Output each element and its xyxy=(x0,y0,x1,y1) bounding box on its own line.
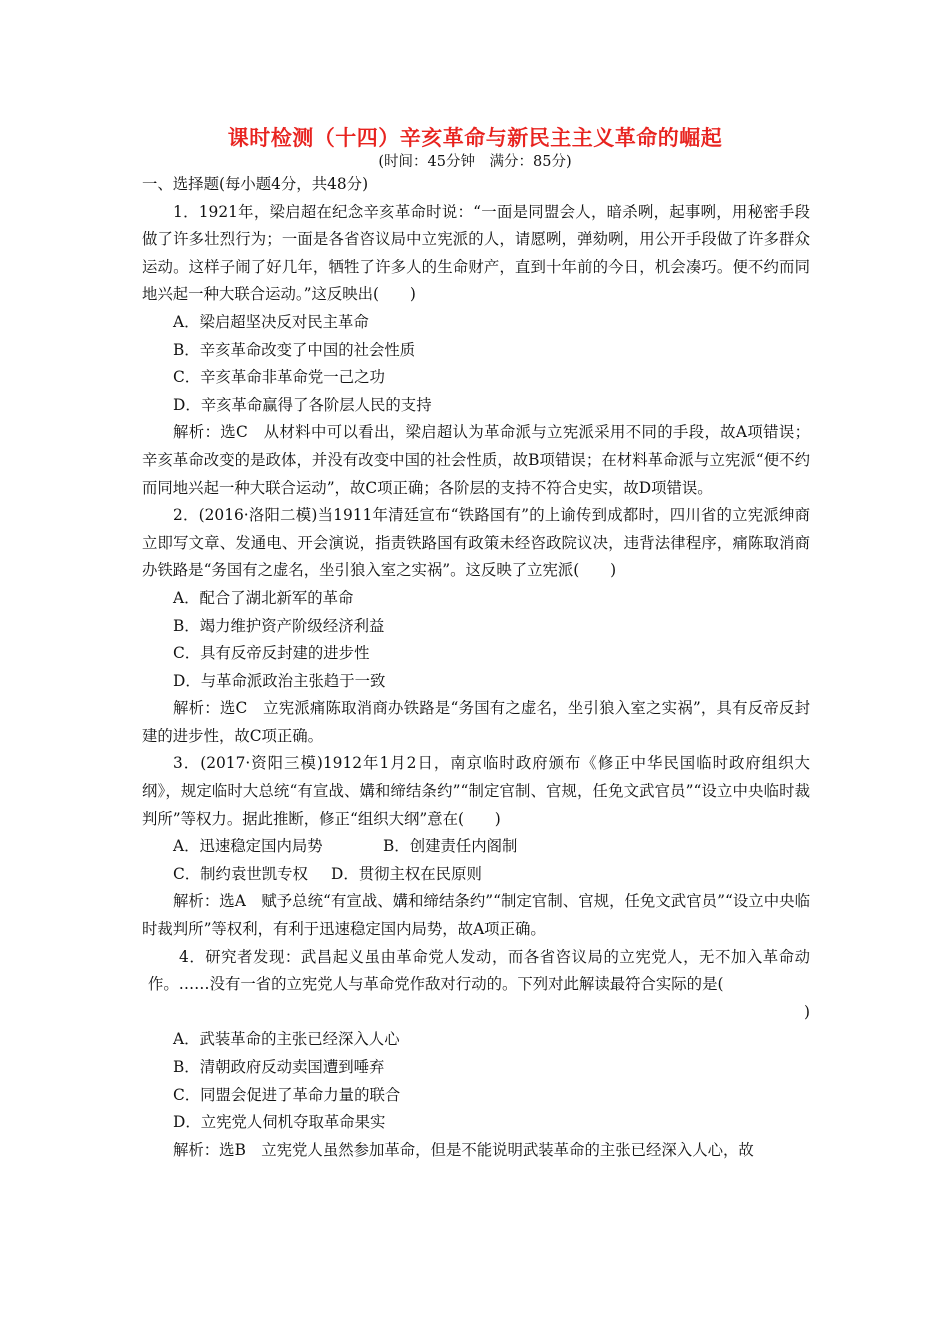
option-1b: B．辛亥革命改变了中国的社会性质 xyxy=(173,340,416,359)
option-4d: D．立宪党人伺机夺取革命果实 xyxy=(173,1113,386,1132)
option-row-3ab xyxy=(142,833,810,861)
analysis-1: 解析：选C 从材料中可以看出，梁启超认为革命派与立宪派采用不同的手段，故A项错误；辛亥革命改变的是政体，并没有改变中国的社会性质，故B项错误；在材料革命派与立宪派“便不约而同地兴起一种大联合运动”，故C项正确；各阶层的支持不符合史实，故D项错误。 xyxy=(142,423,810,497)
option-2a: A．配合了湖北新军的革命 xyxy=(173,588,354,607)
option-2d: D．与革命派政治主张趋于一致 xyxy=(173,671,386,690)
analysis-3: 解析：选A 赋予总统“有宣战、媾和缔结条约”“制定官制、官规，任免文武官员”“设立中央临时裁判所”等权利，有利于迅速稳定国内局势，故A项正确。 xyxy=(142,892,810,939)
document-body xyxy=(142,171,810,1164)
option-1d: D．辛亥革命赢得了各阶层人民的支持 xyxy=(173,395,432,414)
option-2c: C．具有反帝反封建的进步性 xyxy=(173,644,370,663)
question-4-bracket: ) xyxy=(803,1002,810,1021)
option-3d: D．贯彻主权在民原则 xyxy=(331,864,482,883)
question-stem-1: 1．1921年，梁启超在纪念辛亥革命时说：“一面是同盟会人，暗杀咧，起事咧，用秘密手段做了许多壮烈行为；一面是各省咨议局中立宪派的人，请愿咧，弹劾咧，用公开手段做了许多群众运动。这样子闹了好几年，牺牲了许多人的生命财产，直到十年前的今日，机会凑巧。便不约而同地兴起一种大联合运动。”这反映出( ) xyxy=(142,202,810,304)
analysis-4: 解析：选B 立宪党人虽然参加革命，但是不能说明武装革命的主张已经深入人心，故 xyxy=(173,1140,754,1159)
question-stem-3: 3．(2017·资阳三模)1912年1月2日，南京临时政府颁布《修正中华民国临时政府组织大纲》，规定临时大总统“有宣战、媾和缔结条约”“制定官制、官规，任免文武官员”“设立中央临时裁判所”等权力。据此推断，修正“组织大纲”意在( ) xyxy=(142,754,810,828)
analysis-2: 解析：选C 立宪派痛陈取消商办铁路是“务国有之虚名，坐引狼入室之实祸”，具有反帝反封建的进步性，故C项正确。 xyxy=(142,699,810,745)
option-4b: B．清朝政府反动卖国遭到唾弃 xyxy=(173,1058,385,1076)
option-2b: B．竭力维护资产阶级经济利益 xyxy=(173,616,385,635)
option-3a: A．迅速稳定国内局势 xyxy=(173,837,323,856)
page-title: 课时检测（十四）辛亥革命与新民主主义革命的崛起 xyxy=(227,126,723,150)
option-4c: C．同盟会促进了革命力量的联合 xyxy=(173,1085,401,1104)
time-score-info: (时间：45分钟 满分：85分) xyxy=(378,154,572,170)
question-stem-2: 2．(2016·洛阳二模)当1911年清廷宣布“铁路国有”的上谕传到成都时，四川省的立宪派绅商立即写文章、发通电、开会演说，指责铁路国有政策未经咨政院议决，违背法律程序，痛陈取消商办铁路是“务国有之虚名，坐引狼入室之实祸”。这反映了立宪派( ) xyxy=(142,506,810,580)
section-heading: 一、选择题(每小题4分，共48分) xyxy=(142,175,369,193)
option-3b: B．创建责任内阁制 xyxy=(383,837,518,856)
option-1c: C．辛亥革命非革命党一己之功 xyxy=(173,368,385,387)
option-1a: A．梁启超坚决反对民主革命 xyxy=(173,312,369,331)
question-stem-4: 4．研究者发现：武昌起义虽由革命党人发动，而各省咨议局的立宪党人，无不加入革命动作。……没有一省的立宪党人与革命党作敌对行动的。下列对此解读最符合实际的是( xyxy=(148,947,810,994)
option-3c: C．制约袁世凯专权 xyxy=(173,864,308,883)
option-4a: A．武装革命的主张已经深入人心 xyxy=(173,1030,400,1049)
option-row-3cd xyxy=(142,861,810,889)
